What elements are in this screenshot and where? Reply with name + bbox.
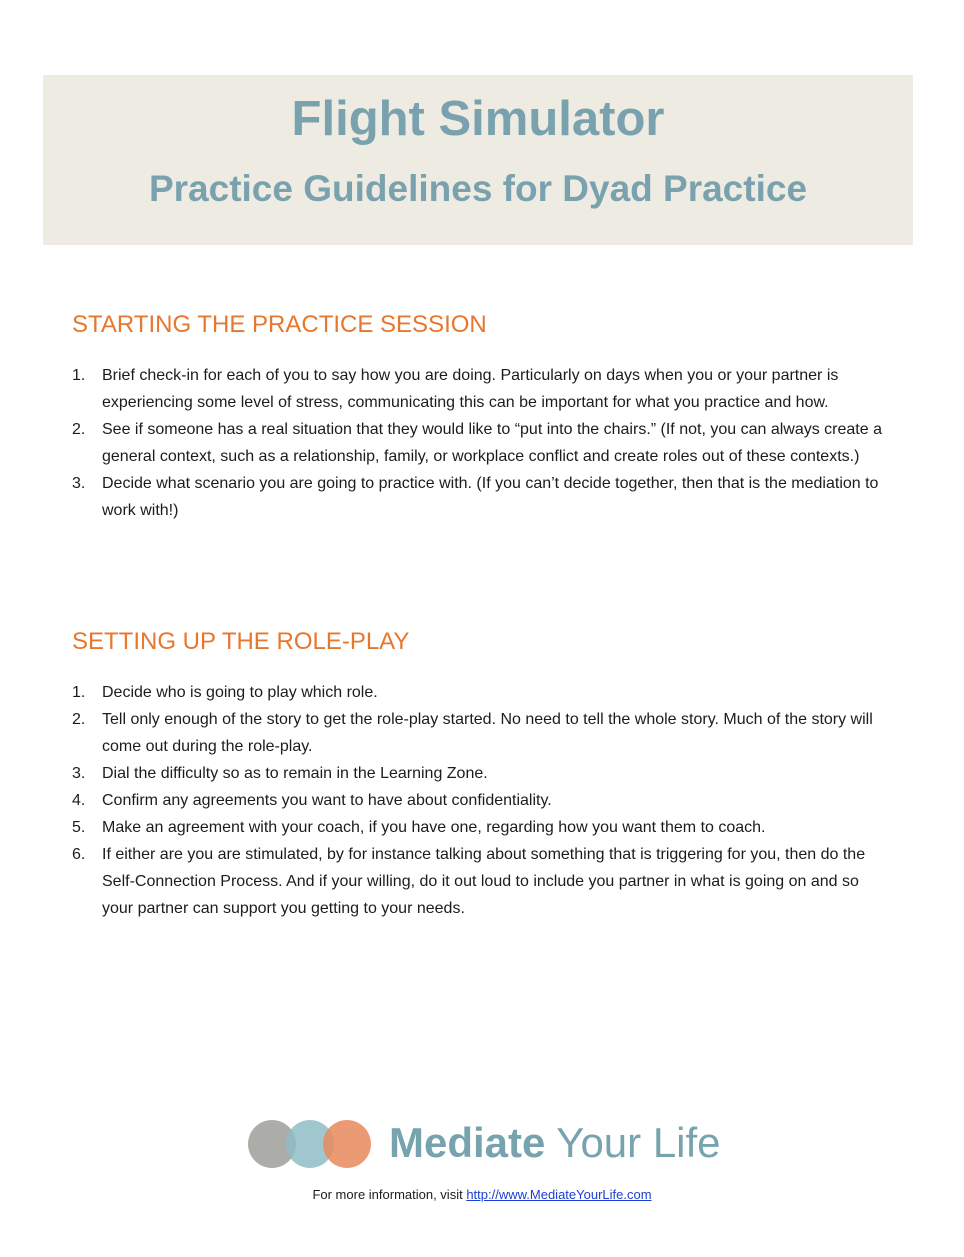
list-item-text: Make an agreement with your coach, if you have one, regarding how you want them to coach. [102,819,766,836]
list-item [72,679,892,706]
website-link[interactable]: http://www.MediateYourLife.com [466,1187,652,1202]
logo-word-mediate: Mediate [389,1119,546,1166]
list-item-text: Confirm any agreements you want to have about confidentiality. [102,792,552,809]
list-item [72,787,892,814]
mediate-your-life-logo [247,1115,721,1173]
list-item-number: 2. [72,421,86,438]
logo-wordmark [389,1117,721,1169]
logo-circle-orange [323,1120,371,1168]
list-item [72,760,892,787]
logo-circles-icon [247,1118,373,1170]
list-item-number: 1. [72,684,86,701]
role-play-setup-list [72,679,892,922]
list-item-text: Brief check-in for each of you to say how you are doing. Particularly on days when you or your partner is experiencing some level of stress, communicating this can be important for what you practice and how. [102,367,839,411]
footer-info-text: For more information, visit [312,1187,467,1202]
list-item [72,362,892,416]
list-item [72,814,892,841]
title-banner [43,75,913,245]
list-item-number: 4. [72,792,86,809]
list-item-text: See if someone has a real situation that they would like to “put into the chairs.” (If not, you can always create a general context, such as a relationship, family, or workplace conflict and create roles out of these contexts.) [102,421,882,465]
list-item [72,706,892,760]
section-heading-role-play: SETTING UP THE ROLE-PLAY [72,628,410,655]
list-item-text: Decide who is going to play which role. [102,684,378,701]
document-title: Flight Simulator [291,92,665,146]
list-item-number: 2. [72,711,86,728]
list-item-number: 3. [72,475,86,492]
starting-session-list [72,362,892,524]
list-item-number: 5. [72,819,86,836]
list-item-text: Tell only enough of the story to get the role-play started. No need to tell the whole story. Much of the story will come out during the role-play. [102,711,873,755]
section-heading-starting: STARTING THE PRACTICE SESSION [72,311,487,338]
list-item [72,841,892,922]
list-item-number: 3. [72,765,86,782]
list-item-number: 6. [72,846,86,863]
list-item [72,416,892,470]
document-subtitle: Practice Guidelines for Dyad Practice [148,168,808,209]
list-item-text: Dial the difficulty so as to remain in the Learning Zone. [102,765,488,782]
list-item-text: Decide what scenario you are going to practice with. (If you can’t decide together, then that is the mediation to work with!) [102,475,879,519]
logo-word-your-life: Your Life [545,1119,721,1166]
list-item-number: 1. [72,367,86,384]
list-item-text: If either are you are stimulated, by for instance talking about something that is triggering for you, then do the Self-Connection Process. And if your willing, do it out loud to include you partner in what is going on and so your partner can support you getting to your needs. [102,846,866,917]
footer-info [0,1186,964,1204]
list-item [72,470,892,524]
